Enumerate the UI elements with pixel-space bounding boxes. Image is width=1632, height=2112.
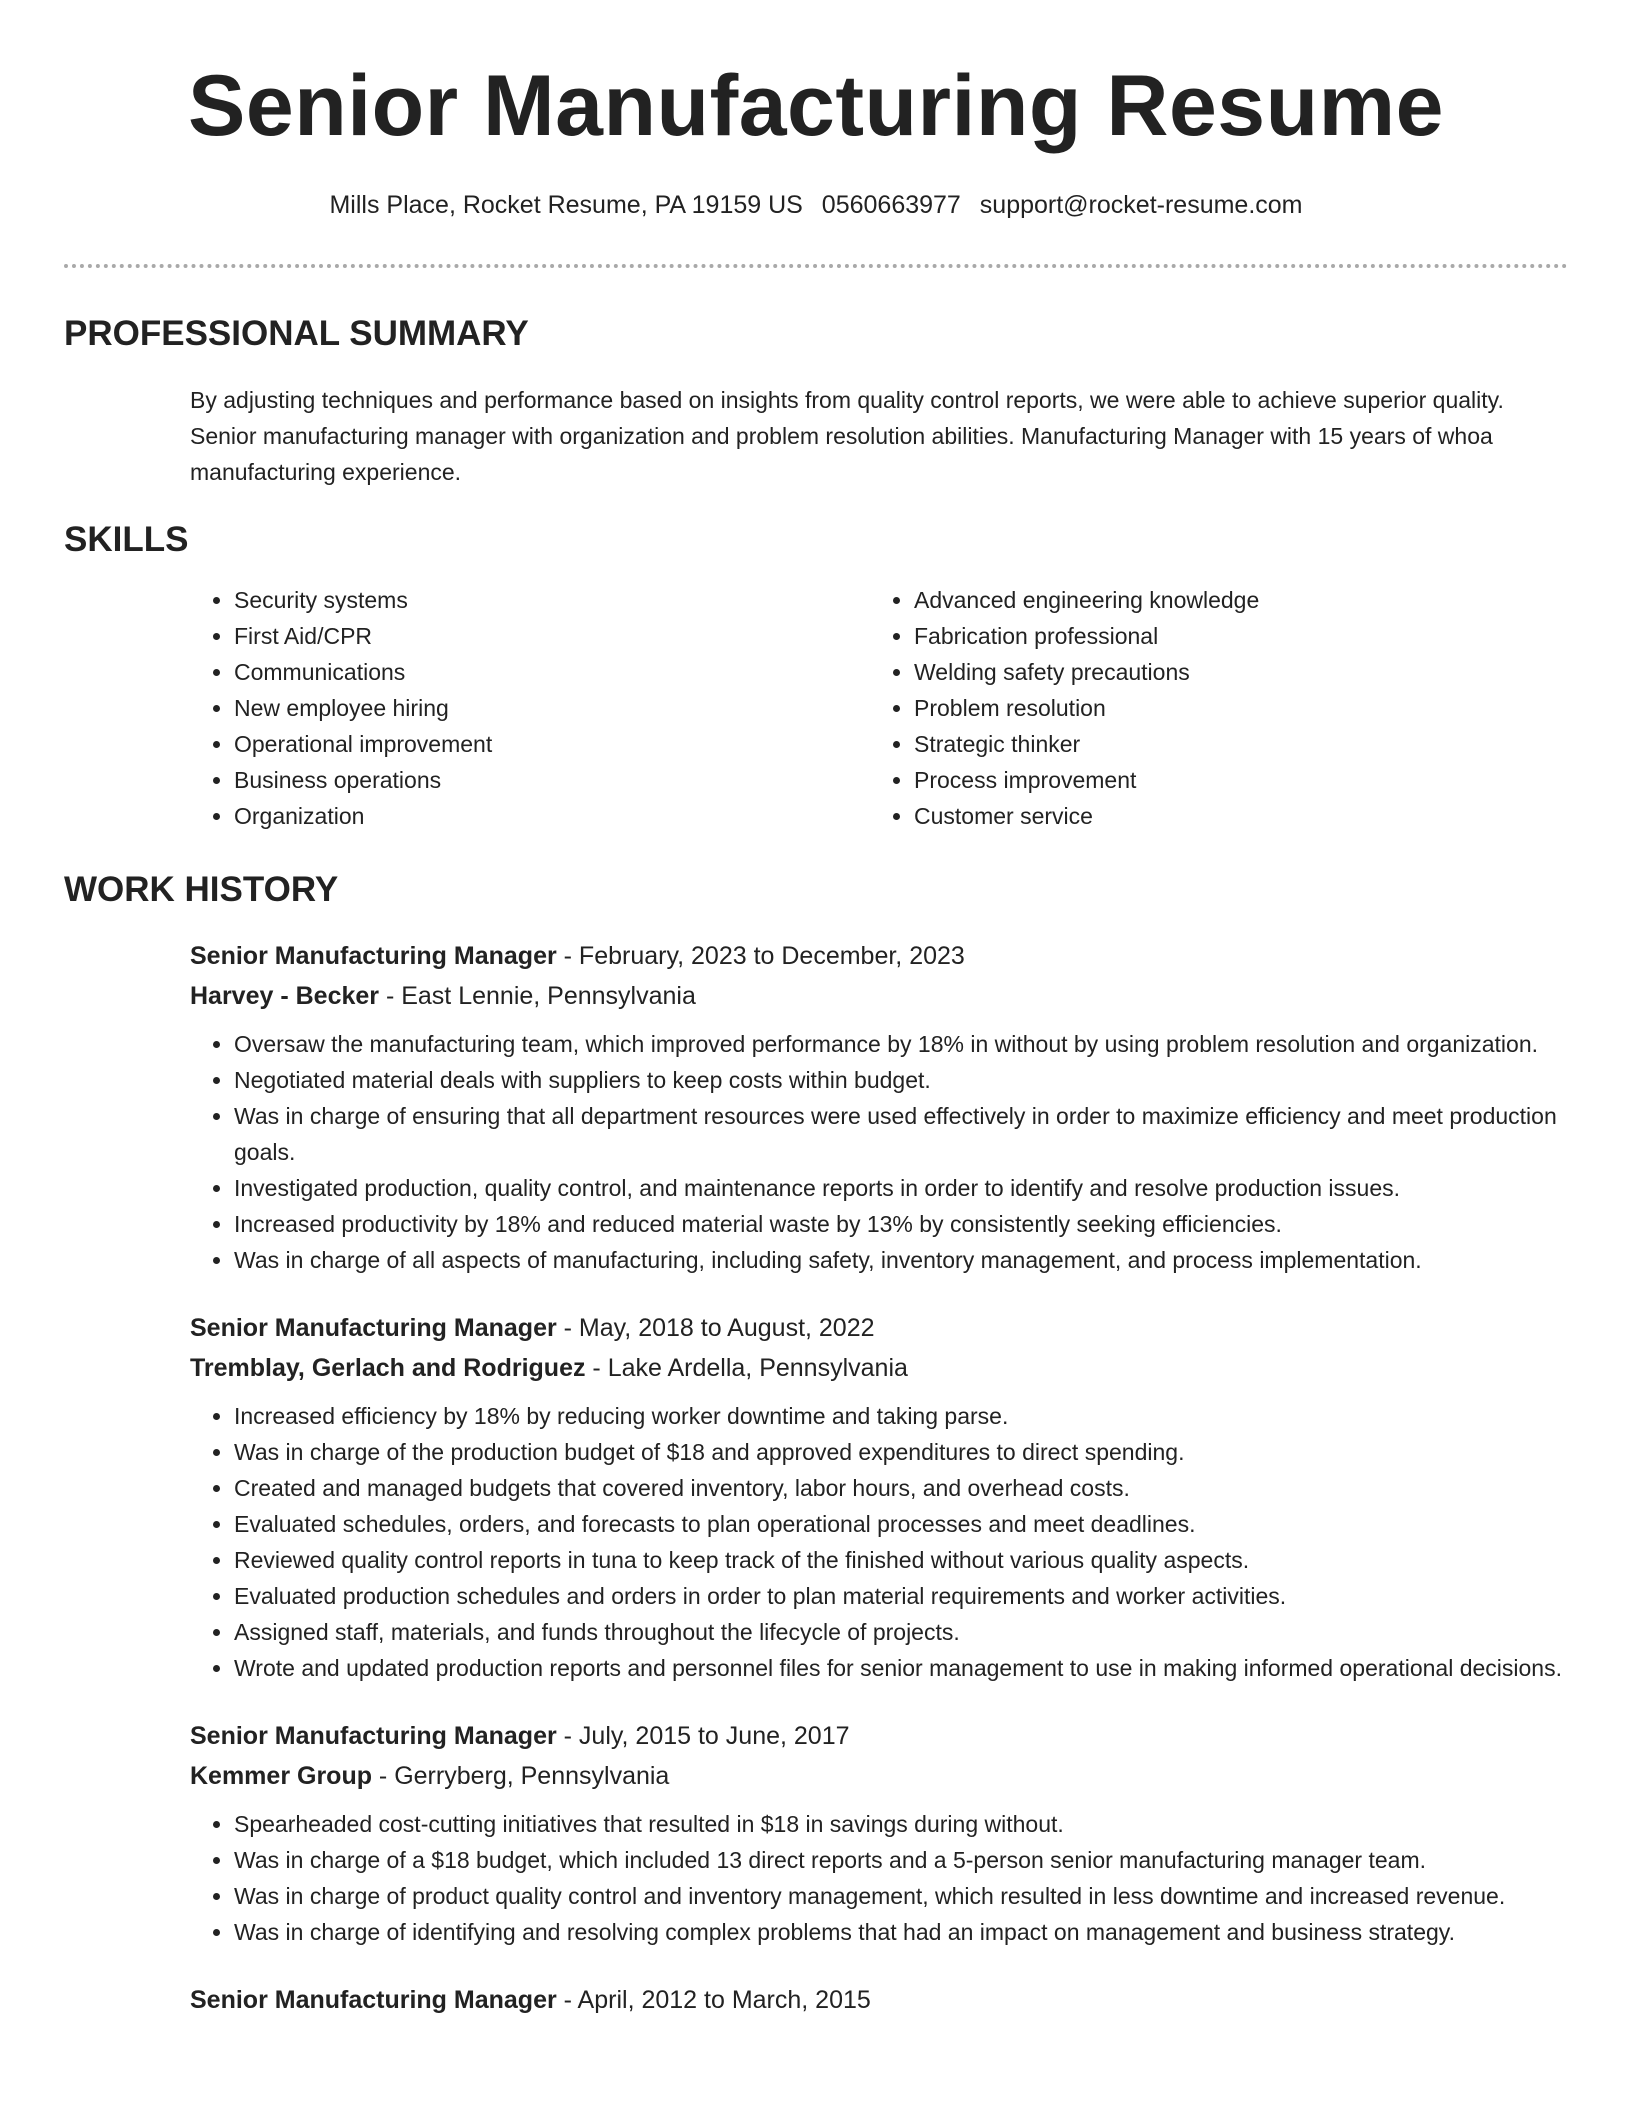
job-bullet: • Was in charge of the production budget of $18 and approved expenditures to direct spending. [234,1434,1568,1470]
job-bullet: • Increased productivity by 18% and reduced material waste by 13% by consistently seeking efficiencies. [234,1206,1568,1242]
job-bullet: • Created and managed budgets that covered inventory, labor hours, and overhead costs. [234,1470,1568,1506]
skill-item: • Advanced engineering knowledge [914,582,1550,618]
job-entry [190,1716,1568,1950]
skill-item: • First Aid/CPR [234,618,870,654]
skills-list [64,582,1568,834]
job-bullet: • Was in charge of identifying and resolving complex problems that had an impact on management and business strategy. [234,1914,1568,1950]
job-bullets [190,1806,1568,1950]
job-bullet: • Reviewed quality control reports in tuna to keep track of the finished without various quality aspects. [234,1542,1568,1578]
job-dates: - July, 2015 to June, 2017 [556,1722,850,1750]
job-bullet: • Was in charge of all aspects of manufacturing, including safety, inventory management, and process implementation. [234,1242,1568,1278]
job-location: - Lake Ardella, Pennsylvania [585,1354,908,1382]
job-bullet: • Evaluated schedules, orders, and forecasts to plan operational processes and meet deadlines. [234,1506,1568,1542]
job-bullets [190,1026,1568,1278]
job-entry [190,1308,1568,1686]
job-company: Harvey - Becker [190,982,380,1010]
job-bullets [190,1398,1568,1686]
summary-heading: PROFESSIONAL SUMMARY [64,314,529,353]
skill-item: • Fabrication professional [914,618,1550,654]
job-company: Tremblay, Gerlach and Rodriguez [190,1354,586,1382]
job-title-line [190,1716,1568,1756]
skill-item: • Customer service [914,798,1550,834]
job-bullet: • Assigned staff, materials, and funds throughout the lifecycle of projects. [234,1614,1568,1650]
contact-phone: 0560663977 [821,191,961,219]
contact-email: support@rocket-resume.com [979,191,1303,219]
job-entry [190,1980,1568,2020]
job-role: Senior Manufacturing Manager [190,942,557,970]
skill-item: • Problem resolution [914,690,1550,726]
job-bullet: • Investigated production, quality control, and maintenance reports in order to identify and resolve production issues. [234,1170,1568,1206]
skills-column-left [190,582,870,834]
skill-item: • Operational improvement [234,726,870,762]
job-company-line [190,1348,1568,1388]
job-bullet: • Oversaw the manufacturing team, which improved performance by 18% in without by using problem resolution and organization. [234,1026,1568,1062]
summary-text: By adjusting techniques and performance based on insights from quality control reports, we were able to achieve superior quality. Senior manufacturing manager with organization and problem resolution abilities. Manufacturing Manager with 15 years of whoa manufacturing experience. [190,387,1504,485]
skill-item: • Business operations [234,762,870,798]
job-bullet: • Was in charge of product quality control and inventory management, which resulted in less downtime and increased revenue. [234,1878,1568,1914]
job-title-line [190,936,1568,976]
skill-item: • New employee hiring [234,690,870,726]
job-company-line [190,976,1568,1016]
skill-item: • Welding safety precautions [914,654,1550,690]
job-bullet: • Increased efficiency by 18% by reducing worker downtime and taking parse. [234,1398,1568,1434]
job-dates: - April, 2012 to March, 2015 [556,1986,871,2014]
resume-title: Senior Manufacturing Resume [188,58,1444,154]
job-dates: - February, 2023 to December, 2023 [556,942,965,970]
skill-item: • Communications [234,654,870,690]
job-title-line [190,1308,1568,1348]
job-role: Senior Manufacturing Manager [190,1314,557,1342]
job-bullet: • Was in charge of ensuring that all department resources were used effectively in order to maximize efficiency and meet production goals. [234,1098,1568,1170]
job-title-line [190,1980,1568,2020]
job-bullet: • Was in charge of a $18 budget, which included 13 direct reports and a 5-person senior manufacturing manager team. [234,1842,1568,1878]
header-divider [64,264,1568,268]
resume-page [64,0,1568,2020]
job-bullet: • Evaluated production schedules and orders in order to plan material requirements and worker activities. [234,1578,1568,1614]
job-company-line [190,1756,1568,1796]
job-location: - Gerryberg, Pennsylvania [371,1762,670,1790]
contact-address: Mills Place, Rocket Resume, PA 19159 US [329,191,803,219]
job-role: Senior Manufacturing Manager [190,1986,557,2014]
job-role: Senior Manufacturing Manager [190,1722,557,1750]
job-bullet: • Wrote and updated production reports and personnel files for senior management to use in making informed operational decisions. [234,1650,1568,1686]
job-company: Kemmer Group [190,1762,372,1790]
job-entry [190,936,1568,1278]
job-bullet: • Spearheaded cost-cutting initiatives that resulted in $18 in savings during without. [234,1806,1568,1842]
work-history-heading: WORK HISTORY [64,870,339,909]
job-location: - East Lennie, Pennsylvania [379,982,696,1010]
skill-item: • Process improvement [914,762,1550,798]
skills-heading: SKILLS [64,520,189,559]
skill-item: • Organization [234,798,870,834]
contact-line [64,190,1568,220]
job-bullet: • Negotiated material deals with suppliers to keep costs within budget. [234,1062,1568,1098]
skill-item: • Security systems [234,582,870,618]
skill-item: • Strategic thinker [914,726,1550,762]
job-dates: - May, 2018 to August, 2022 [556,1314,875,1342]
skills-column-right [870,582,1550,834]
